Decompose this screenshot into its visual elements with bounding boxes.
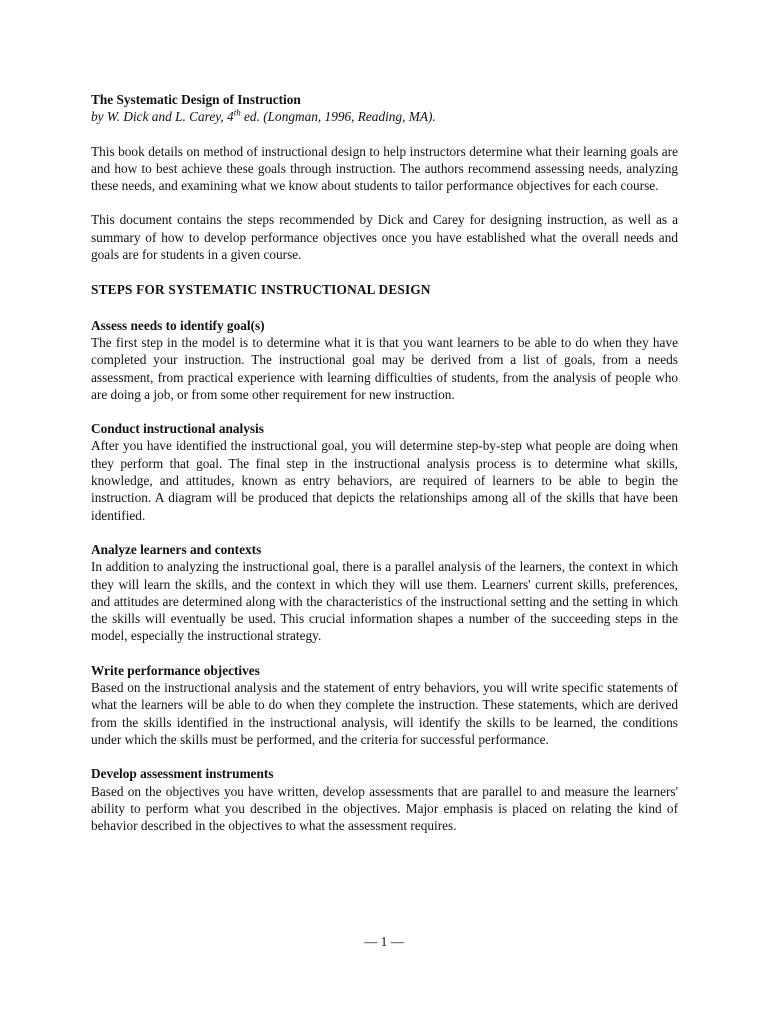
step-section bbox=[91, 317, 678, 403]
step-heading: Write performance objectives bbox=[91, 662, 260, 678]
document-byline bbox=[91, 108, 678, 125]
byline-superscript: th bbox=[233, 107, 241, 118]
step-text: After you have identified the instructional goal, you will determine step-by-step what people are doing when they perform that goal. The final step in the instructional analysis process is to determine what skills, knowledge, and attitudes, known as entry behaviors, are required of learners to be able to begin the instruction. A diagram will be produced that depicts the relationships among all of the skills that have been identified. bbox=[91, 438, 678, 523]
step-text: In addition to analyzing the instructional goal, there is a parallel analysis of the learners, the context in which they will learn the skills, and the context in which they will use them. Learners' current skills, preferences, and attitudes are determined along with the characteristics of the instructional setting and the setting in which the skills will eventually be used. This crucial information shapes a number of the succeeding steps in the model, especially the instructional strategy. bbox=[91, 559, 678, 644]
intro-paragraph: This book details on method of instructional design to help instructors determine what their learning goals are and how to best achieve these goals through instruction. The authors recommend assessing needs, analyzing these needs, and examining what we know about students to tailor performance objectives for each course. bbox=[91, 143, 678, 194]
step-text: Based on the instructional analysis and the statement of entry behaviors, you will write specific statements of what the learners will be able to do when they complete the instruction. These statements, which are derived from the skills identified in the instructional analysis, will identify the skills to be learned, the conditions under which the skills must be performed, and the criteria for successful performance. bbox=[91, 680, 678, 747]
document-body bbox=[91, 91, 678, 834]
step-section bbox=[91, 541, 678, 645]
page-number: — 1 — bbox=[364, 934, 404, 949]
step-section bbox=[91, 765, 678, 834]
step-section bbox=[91, 662, 678, 748]
step-heading: Analyze learners and contexts bbox=[91, 541, 262, 557]
document-title: The Systematic Design of Instruction bbox=[91, 92, 301, 107]
step-heading: Conduct instructional analysis bbox=[91, 421, 264, 437]
step-text: Based on the objectives you have written, develop assessments that are parallel to and measure the learners' ability to perform what you described in the objectives. Major emphasis is placed on relating the kind of behavior described in the objectives to what the assessment requires. bbox=[91, 783, 678, 834]
step-section bbox=[91, 420, 678, 524]
intro-paragraph: This document contains the steps recommended by Dick and Carey for designing instruction, as well as a summary of how to develop performance objectives once you have established what the overall needs and goals are for students in a given course. bbox=[91, 212, 678, 263]
step-heading: Assess needs to identify goal(s) bbox=[91, 317, 265, 333]
byline-publisher: ed. (Longman, 1996, Reading, MA). bbox=[240, 109, 436, 125]
step-heading: Develop assessment instruments bbox=[91, 766, 274, 782]
byline-text: by W. Dick and L. Carey, 4 bbox=[91, 109, 234, 125]
section-heading: STEPS FOR SYSTEMATIC INSTRUCTIONAL DESIGN bbox=[91, 282, 431, 298]
step-text: The first step in the model is to determine what it is that you want learners to be able to do when they have completed your instruction. The instructional goal may be derived from a list of goals, from a needs assessment, from practical experience with learning difficulties of students, from the analysis of people who are doing a job, or from some other requirement for new instruction. bbox=[91, 334, 678, 402]
